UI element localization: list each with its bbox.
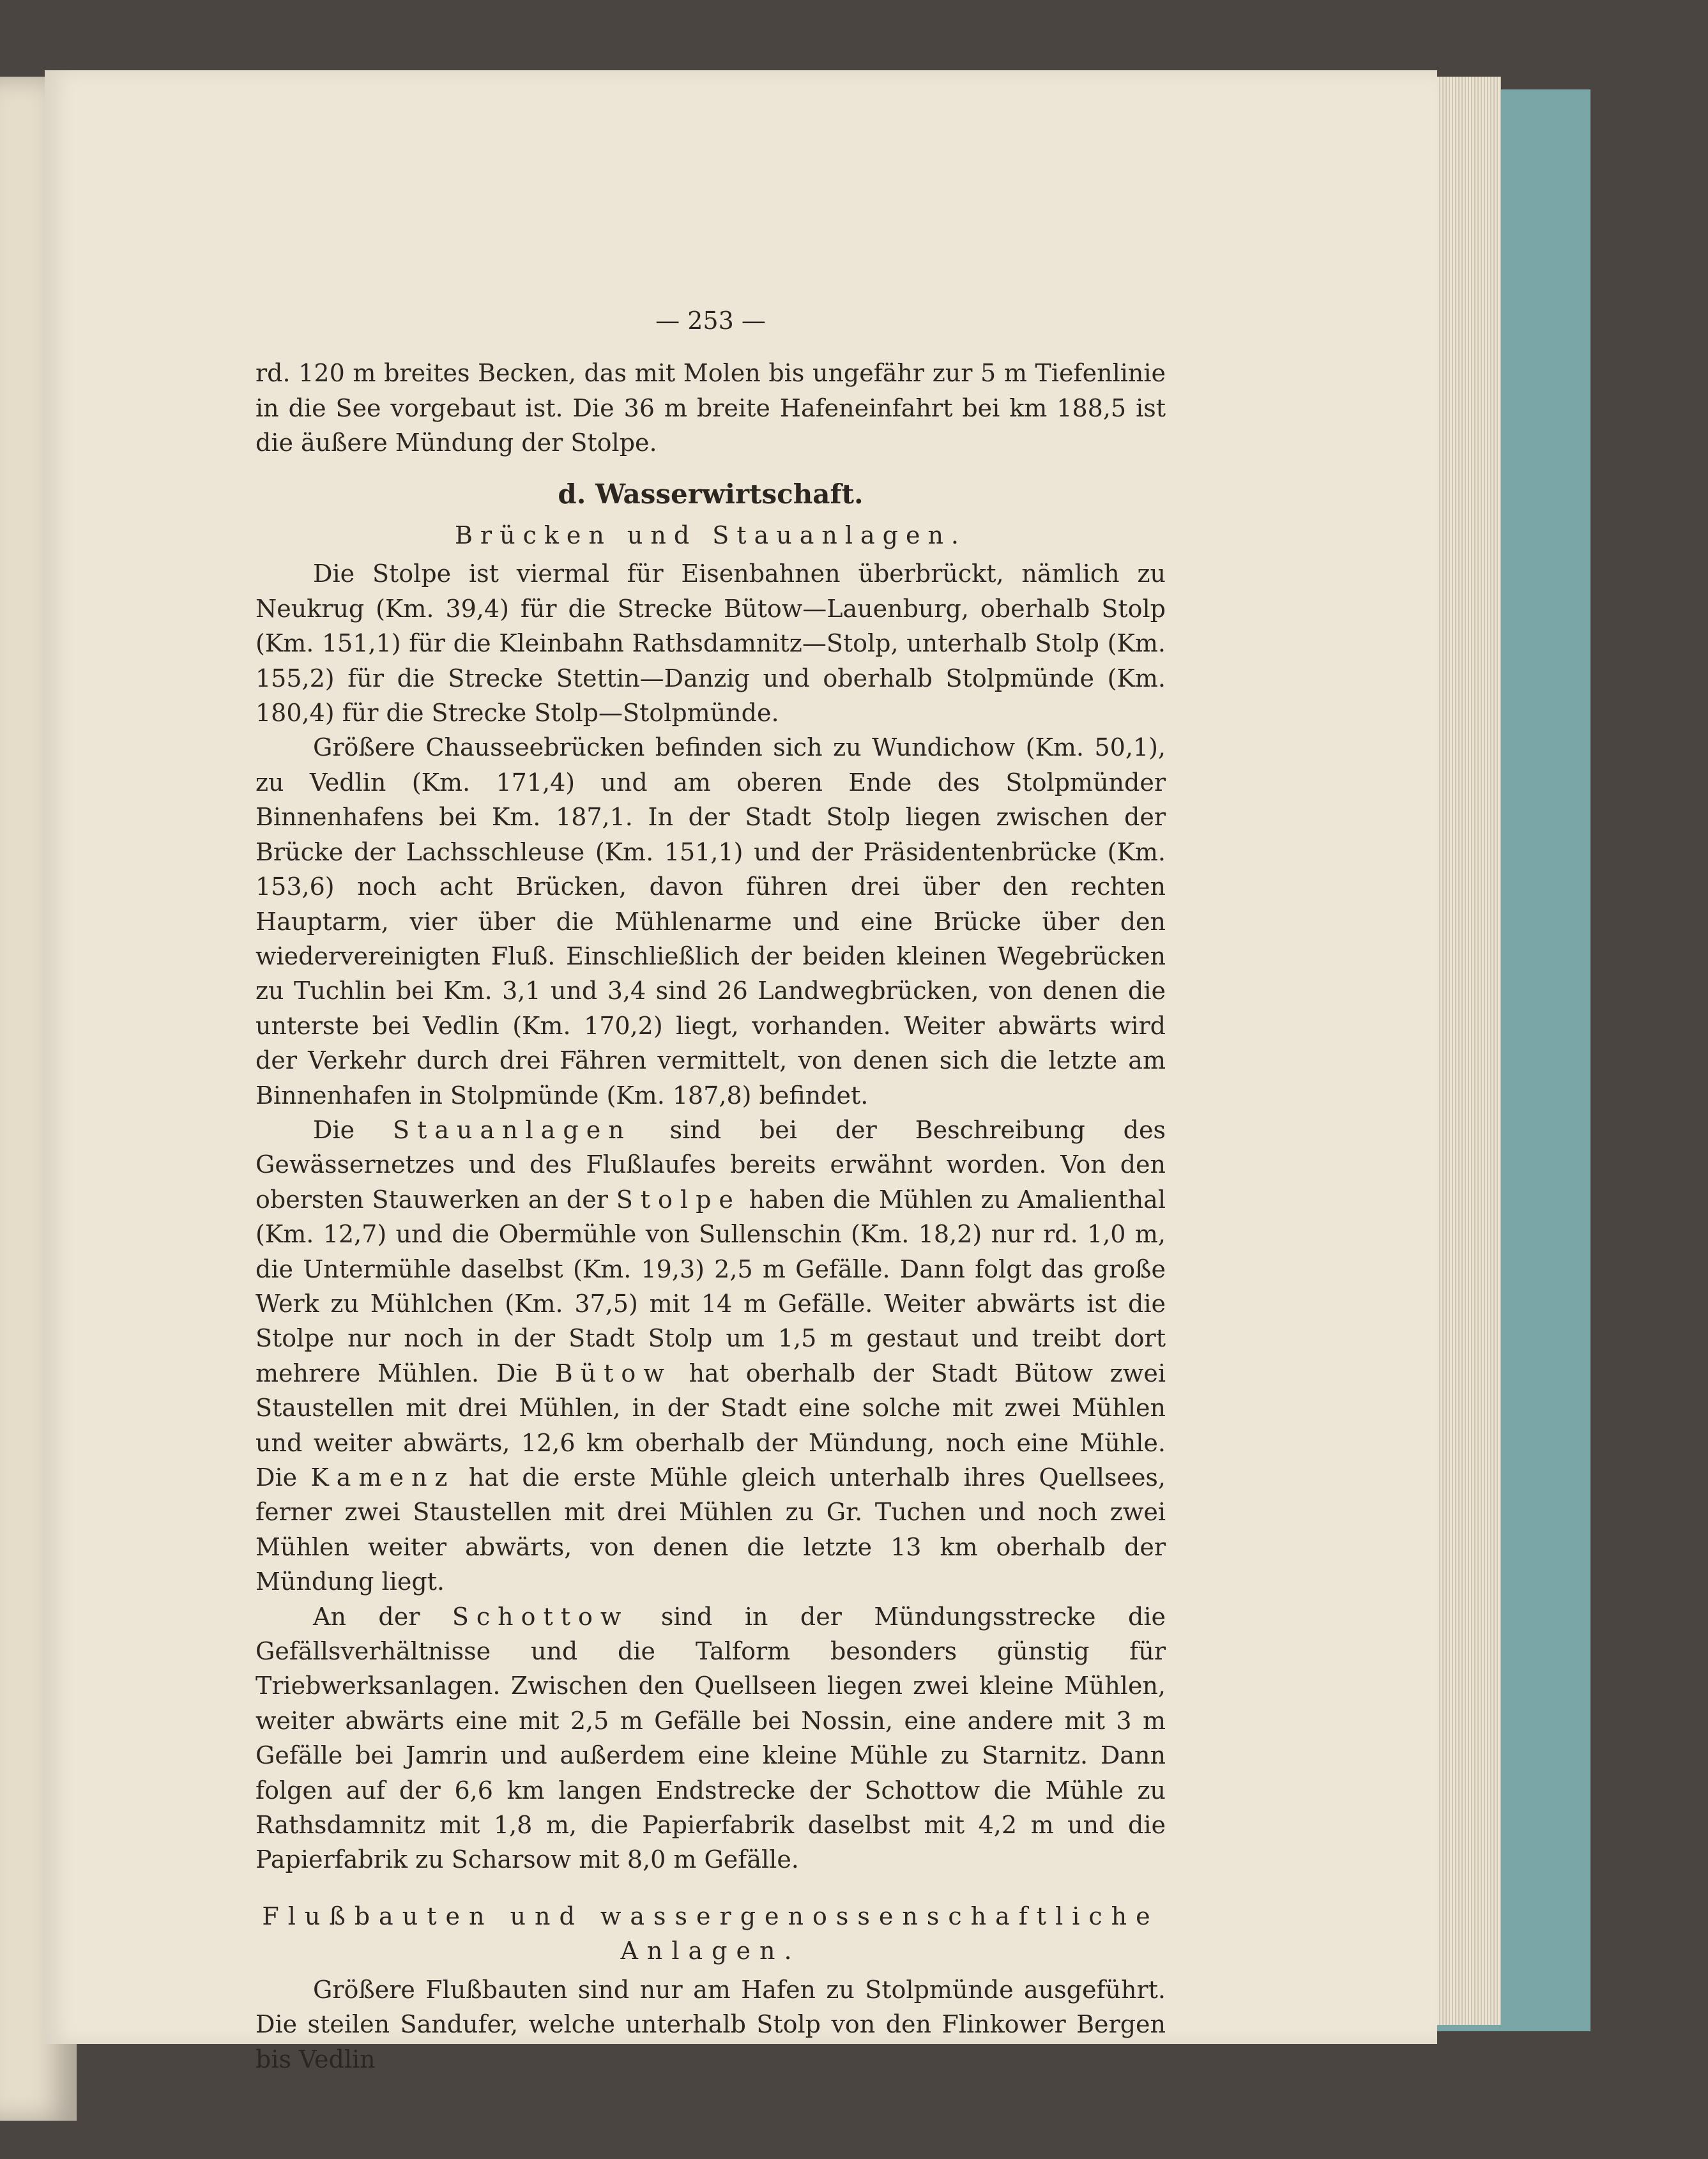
p4-spaced-schottow: Schottow bbox=[452, 1602, 629, 1631]
p3-spaced-buetow: Bütow bbox=[554, 1359, 672, 1387]
paragraph-0: rd. 120 m breites Becken, das mit Molen bis ungefähr zur 5 m Tiefenlinie in die See vorgebaut ist. Die 36 m breite Hafeneinfahrt bei km 188,5 ist die äußere Mündung der Stolpe. bbox=[255, 359, 1166, 457]
p3-text-e: haben die Mühlen zu Amalienthal (Km. 12,7) und die Obermühle von Sullenschin (Km. 18,2) nur rd. 1,0 m, die Untermühle daselbst (Km. 19,3) 2,5 m Gefälle. Dann folgt das große Werk zu Mühlchen (Km. 37,5) mit 14 m Gefälle. Weiter abwärts ist die Stolpe nur noch in der Stadt Stolp um 1,5 m gestaut und treibt dort mehrere Mühlen. Die bbox=[255, 1185, 1166, 1387]
p3-spaced-stauanlagen: Stauanlagen bbox=[393, 1115, 632, 1144]
subheading-bridges: Brücken und Stauanlagen. bbox=[455, 521, 966, 550]
p4-text-a: An der bbox=[313, 1602, 452, 1631]
paragraph-2: Größere Chausseebrücken befinden sich zu Wundichow (Km. 50,1), zu Vedlin (Km. 171,4) und am oberen Ende des Stolpmünder Binnenhafens bei Km. 187,1. In der Stadt Stolp liegen zwischen der Brücke der Lachsschleuse (Km. 151,1) und der Präsidentenbrücke (Km. 153,6) noch acht Brücken, davon führen drei über den rechten Hauptarm, vier über die Mühlenarme und eine Brücke über den wiedervereinigten Fluß. Einschließlich der beiden kleinen Wegebrücken zu Tuchlin bei Km. 3,1 und 3,4 sind 26 Landwegbrücken, von denen die unterste bei Vedlin (Km. 170,2) liegt, vorhanden. Weiter abwärts wird der Verkehr durch drei Fähren vermittelt, von denen sich die letzte am Binnenhafen in Stolpmünde (Km. 187,8) befindet. bbox=[255, 733, 1166, 1110]
section-heading: d. Wasserwirtschaft. bbox=[558, 478, 864, 510]
paragraph-4 bbox=[255, 1599, 1166, 1877]
p3-text-c: sind bei der Beschreibung des Gewässernetzes und des Flußlaufes bereits erwähnt worden. Von den obersten Stauwerken an der bbox=[255, 1115, 1166, 1214]
p3-text-i: hat die erste Mühle gleich unterhalb ihres Quellsees, ferner zwei Staustellen mit drei Mühlen zu Gr. Tuchen und noch zwei Mühlen weiter abwärts, von denen die letzte 13 km oberhalb der Mündung liegt. bbox=[255, 1463, 1166, 1596]
p4-text-c: sind in der Mündungsstrecke die Gefällsverhältnisse und die Talform besonders günstig für Triebwerksanlagen. Zwischen den Quellseen liegen zwei kleine Mühlen, weiter abwärts eine mit 2,5 m Gefälle bei Nossin, eine andere mit 3 m Gefälle bei Jamrin und außerdem eine kleine Mühle zu Starnitz. Dann folgen auf der 6,6 km langen Endstrecke der Schottow die Mühle zu Rathsdamnitz mit 1,8 m, die Papierfabrik daselbst mit 4,2 m und die Papierfabrik zu Scharsow mit 8,0 m Gefälle. bbox=[255, 1602, 1166, 1874]
subheading-river-works: Flußbauten und wassergenossenschaftliche Anlagen. bbox=[262, 1902, 1159, 1965]
p3-spaced-stolpe: Stolpe bbox=[616, 1185, 741, 1214]
p3-spaced-kamenz: Kamenz bbox=[310, 1463, 455, 1491]
p3-text-g: hat oberhalb der Stadt Bütow zwei Staustellen mit drei Mühlen, in der Stadt eine solche mit zwei Mühlen und weiter abwärts, 12,6 km oberhalb der Mündung, noch eine Mühle. Die bbox=[255, 1359, 1166, 1491]
book-page bbox=[45, 70, 1437, 2073]
page-number: — 253 — bbox=[655, 307, 766, 335]
paragraph-3 bbox=[255, 1113, 1166, 1599]
p3-text-a: Die bbox=[313, 1115, 393, 1144]
paragraph-1: Die Stolpe ist viermal für Eisenbahnen überbrückt, nämlich zu Neukrug (Km. 39,4) für die Strecke Bütow—Lauenburg, oberhalb Stolp (Km. 151,1) für die Kleinbahn Rathsdamnitz—Stolp, unterhalb Stolp (Km. 155,2) für die Strecke Stettin—Danzig und oberhalb Stolpmünde (Km. 180,4) für die Strecke Stolp—Stolpmünde. bbox=[255, 560, 1166, 728]
text-block bbox=[255, 303, 1166, 2077]
paragraph-5: Größere Flußbauten sind nur am Hafen zu Stolpmünde ausgeführt. Die steilen Sandufer, welche unterhalb Stolp von den Flinkower Bergen bis Vedlin bbox=[255, 1975, 1166, 2073]
